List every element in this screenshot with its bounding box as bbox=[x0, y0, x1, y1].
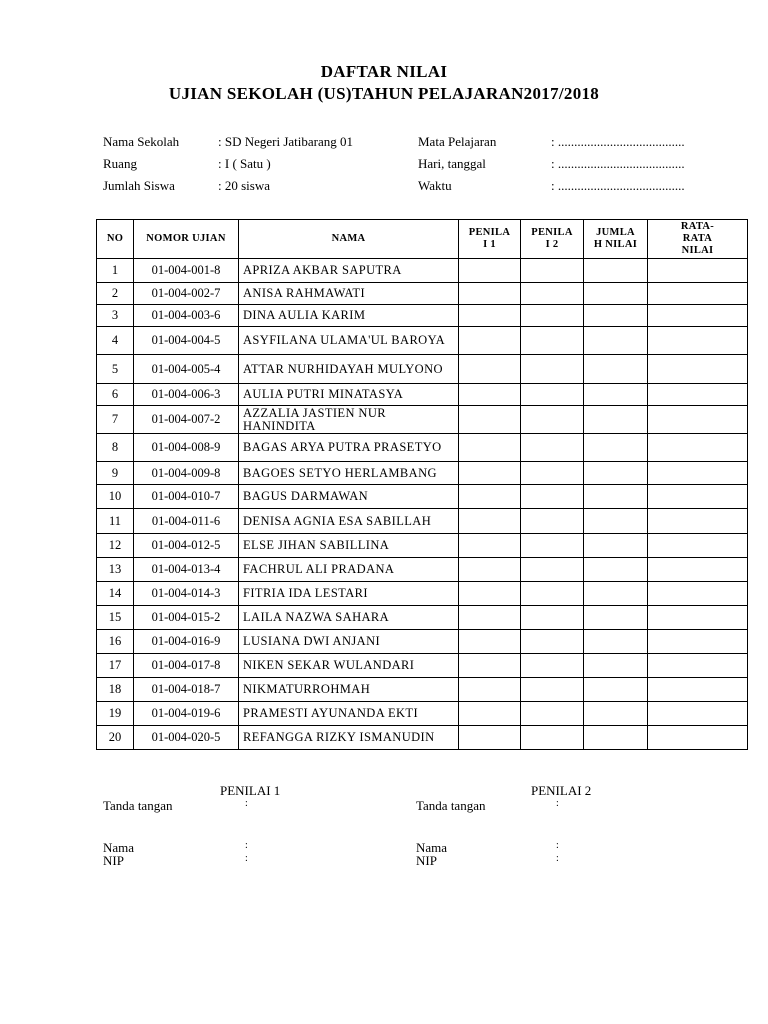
row-penilai-1-score bbox=[459, 384, 521, 406]
row-nomor-ujian: 01-004-011-6 bbox=[134, 509, 239, 534]
row-jumlah-nilai bbox=[584, 582, 648, 606]
header-nama: NAMA bbox=[239, 220, 459, 259]
row-penilai-2-score bbox=[521, 283, 584, 305]
hari-tanggal-value: : ....................................... bbox=[551, 156, 685, 171]
row-rata-rata-nilai bbox=[648, 678, 748, 702]
row-nomor-ujian: 01-004-012-5 bbox=[134, 534, 239, 558]
row-nomor-ujian: 01-004-007-2 bbox=[134, 406, 239, 434]
row-penilai-1-score bbox=[459, 678, 521, 702]
row-rata-rata-nilai bbox=[648, 509, 748, 534]
row-penilai-2-score bbox=[521, 485, 584, 509]
row-jumlah-nilai bbox=[584, 327, 648, 355]
ruang-label: Ruang bbox=[103, 156, 137, 171]
table-row bbox=[97, 678, 748, 702]
row-nama: BAGAS ARYA PUTRA PRASETYO bbox=[239, 434, 459, 462]
row-no: 3 bbox=[97, 305, 134, 327]
row-penilai-2-score bbox=[521, 509, 584, 534]
row-penilai-2-score bbox=[521, 678, 584, 702]
penilai-2-tanda-tangan-colon: : bbox=[556, 798, 559, 809]
row-jumlah-nilai bbox=[584, 606, 648, 630]
row-nama: NIKEN SEKAR WULANDARI bbox=[239, 654, 459, 678]
row-rata-rata-nilai bbox=[648, 434, 748, 462]
row-jumlah-nilai bbox=[584, 702, 648, 726]
penilai-2-tanda-tangan-label: Tanda tangan bbox=[416, 798, 486, 813]
jumlah-siswa-label: Jumlah Siswa bbox=[103, 178, 175, 193]
row-no: 1 bbox=[97, 259, 134, 283]
table-row bbox=[97, 582, 748, 606]
table-row bbox=[97, 558, 748, 582]
row-rata-rata-nilai bbox=[648, 485, 748, 509]
row-nama: ELSE JIHAN SABILLINA bbox=[239, 534, 459, 558]
row-jumlah-nilai bbox=[584, 305, 648, 327]
penilai-2-nip-label: NIP bbox=[416, 853, 437, 868]
row-jumlah-nilai bbox=[584, 384, 648, 406]
row-rata-rata-nilai bbox=[648, 630, 748, 654]
nama-sekolah-label: Nama Sekolah bbox=[103, 134, 180, 149]
row-penilai-2-score bbox=[521, 462, 584, 485]
row-penilai-2-score bbox=[521, 434, 584, 462]
row-jumlah-nilai bbox=[584, 509, 648, 534]
row-nomor-ujian: 01-004-019-6 bbox=[134, 702, 239, 726]
waktu-label: Waktu bbox=[418, 178, 452, 193]
row-nama: ATTAR NURHIDAYAH MULYONO bbox=[239, 355, 459, 384]
row-nama: DENISA AGNIA ESA SABILLAH bbox=[239, 509, 459, 534]
row-penilai-1-score bbox=[459, 509, 521, 534]
row-nomor-ujian: 01-004-001-8 bbox=[134, 259, 239, 283]
row-nomor-ujian: 01-004-005-4 bbox=[134, 355, 239, 384]
row-penilai-1-score bbox=[459, 654, 521, 678]
row-nomor-ujian: 01-004-006-3 bbox=[134, 384, 239, 406]
row-nomor-ujian: 01-004-020-5 bbox=[134, 726, 239, 750]
table-row bbox=[97, 305, 748, 327]
row-no: 11 bbox=[97, 509, 134, 534]
row-no: 13 bbox=[97, 558, 134, 582]
row-rata-rata-nilai bbox=[648, 259, 748, 283]
row-nomor-ujian: 01-004-017-8 bbox=[134, 654, 239, 678]
row-penilai-2-score bbox=[521, 702, 584, 726]
row-nomor-ujian: 01-004-002-7 bbox=[134, 283, 239, 305]
row-nama: BAGUS DARMAWAN bbox=[239, 485, 459, 509]
waktu-value: : ....................................... bbox=[551, 178, 685, 193]
table-row bbox=[97, 509, 748, 534]
penilai-2-nip-colon: : bbox=[556, 853, 559, 864]
penilai-1-nama-colon: : bbox=[245, 840, 248, 851]
table-row bbox=[97, 630, 748, 654]
row-penilai-2-score bbox=[521, 406, 584, 434]
row-no: 20 bbox=[97, 726, 134, 750]
row-rata-rata-nilai bbox=[648, 305, 748, 327]
row-nama: REFANGGA RIZKY ISMANUDIN bbox=[239, 726, 459, 750]
row-rata-rata-nilai bbox=[648, 327, 748, 355]
row-jumlah-nilai bbox=[584, 283, 648, 305]
row-penilai-1-score bbox=[459, 558, 521, 582]
row-penilai-2-score bbox=[521, 534, 584, 558]
row-no: 14 bbox=[97, 582, 134, 606]
row-nama: ASYFILANA ULAMA'UL BAROYA bbox=[239, 327, 459, 355]
penilai-1-tanda-tangan-label: Tanda tangan bbox=[103, 798, 173, 813]
row-no: 8 bbox=[97, 434, 134, 462]
row-penilai-1-score bbox=[459, 630, 521, 654]
row-nomor-ujian: 01-004-004-5 bbox=[134, 327, 239, 355]
table-row bbox=[97, 327, 748, 355]
row-nomor-ujian: 01-004-016-9 bbox=[134, 630, 239, 654]
row-no: 17 bbox=[97, 654, 134, 678]
row-nama: LUSIANA DWI ANJANI bbox=[239, 630, 459, 654]
row-penilai-1-score bbox=[459, 582, 521, 606]
row-no: 9 bbox=[97, 462, 134, 485]
document-title: DAFTAR NILAI bbox=[320, 62, 448, 81]
row-penilai-2-score bbox=[521, 305, 584, 327]
row-rata-rata-nilai bbox=[648, 534, 748, 558]
row-nama: LAILA NAZWA SAHARA bbox=[239, 606, 459, 630]
penilai-2-nama-label: Nama bbox=[416, 840, 448, 855]
row-nomor-ujian: 01-004-009-8 bbox=[134, 462, 239, 485]
row-penilai-2-score bbox=[521, 355, 584, 384]
row-no: 18 bbox=[97, 678, 134, 702]
row-no: 15 bbox=[97, 606, 134, 630]
hari-tanggal-label: Hari, tanggal bbox=[418, 156, 486, 171]
row-nama: BAGOES SETYO HERLAMBANG bbox=[239, 462, 459, 485]
row-penilai-2-score bbox=[521, 630, 584, 654]
table-header-row bbox=[97, 220, 748, 259]
row-penilai-1-score bbox=[459, 305, 521, 327]
table-row bbox=[97, 434, 748, 462]
row-penilai-2-score bbox=[521, 384, 584, 406]
penilai-1-nip-colon: : bbox=[245, 853, 248, 864]
row-nama: FACHRUL ALI PRADANA bbox=[239, 558, 459, 582]
ruang-value: : I ( Satu ) bbox=[218, 156, 271, 171]
row-penilai-1-score bbox=[459, 606, 521, 630]
nama-sekolah-value: : SD Negeri Jatibarang 01 bbox=[218, 134, 354, 149]
mata-pelajaran-label: Mata Pelajaran bbox=[418, 134, 497, 149]
table-row bbox=[97, 384, 748, 406]
row-rata-rata-nilai bbox=[648, 654, 748, 678]
row-rata-rata-nilai bbox=[648, 606, 748, 630]
row-jumlah-nilai bbox=[584, 534, 648, 558]
penilai-2-title: PENILAI 2 bbox=[531, 783, 592, 798]
row-nama: NIKMATURROHMAH bbox=[239, 678, 459, 702]
row-penilai-1-score bbox=[459, 327, 521, 355]
table-row bbox=[97, 406, 748, 434]
row-no: 16 bbox=[97, 630, 134, 654]
row-nama: PRAMESTI AYUNANDA EKTI bbox=[239, 702, 459, 726]
row-penilai-1-score bbox=[459, 462, 521, 485]
table-row bbox=[97, 702, 748, 726]
penilai-1-nip-label: NIP bbox=[103, 853, 124, 868]
row-nama: ANISA RAHMAWATI bbox=[239, 283, 459, 305]
header-jumlah-nilai: JUMLA H NILAI bbox=[584, 220, 648, 259]
table-row bbox=[97, 654, 748, 678]
penilai-2-nama-colon: : bbox=[556, 840, 559, 851]
row-jumlah-nilai bbox=[584, 558, 648, 582]
table-row bbox=[97, 534, 748, 558]
row-nama: DINA AULIA KARIM bbox=[239, 305, 459, 327]
header-rata-rata-nilai: RATA- RATA NILAI bbox=[648, 220, 748, 259]
row-rata-rata-nilai bbox=[648, 355, 748, 384]
row-penilai-1-score bbox=[459, 283, 521, 305]
row-jumlah-nilai bbox=[584, 462, 648, 485]
row-penilai-2-score bbox=[521, 654, 584, 678]
row-no: 10 bbox=[97, 485, 134, 509]
row-penilai-2-score bbox=[521, 259, 584, 283]
grades-body bbox=[97, 259, 748, 750]
row-penilai-2-score bbox=[521, 327, 584, 355]
row-penilai-1-score bbox=[459, 534, 521, 558]
row-jumlah-nilai bbox=[584, 654, 648, 678]
row-nomor-ujian: 01-004-013-4 bbox=[134, 558, 239, 582]
penilai-1-tanda-tangan-colon: : bbox=[245, 798, 248, 809]
row-nama: FITRIA IDA LESTARI bbox=[239, 582, 459, 606]
row-no: 19 bbox=[97, 702, 134, 726]
row-penilai-1-score bbox=[459, 434, 521, 462]
row-jumlah-nilai bbox=[584, 355, 648, 384]
row-jumlah-nilai bbox=[584, 726, 648, 750]
row-rata-rata-nilai bbox=[648, 406, 748, 434]
table-row bbox=[97, 283, 748, 305]
header-no: NO bbox=[97, 220, 134, 259]
header-penilai-2: PENILA I 2 bbox=[521, 220, 584, 259]
header-penilai-1: PENILA I 1 bbox=[459, 220, 521, 259]
row-no: 4 bbox=[97, 327, 134, 355]
row-penilai-1-score bbox=[459, 485, 521, 509]
row-nomor-ujian: 01-004-014-3 bbox=[134, 582, 239, 606]
row-no: 6 bbox=[97, 384, 134, 406]
row-nama: APRIZA AKBAR SAPUTRA bbox=[239, 259, 459, 283]
row-penilai-2-score bbox=[521, 558, 584, 582]
penilai-1-title: PENILAI 1 bbox=[220, 783, 281, 798]
row-penilai-2-score bbox=[521, 582, 584, 606]
row-penilai-2-score bbox=[521, 606, 584, 630]
row-rata-rata-nilai bbox=[648, 558, 748, 582]
row-no: 7 bbox=[97, 406, 134, 434]
row-jumlah-nilai bbox=[584, 630, 648, 654]
table-row bbox=[97, 485, 748, 509]
row-jumlah-nilai bbox=[584, 678, 648, 702]
row-no: 2 bbox=[97, 283, 134, 305]
row-penilai-1-score bbox=[459, 702, 521, 726]
row-nomor-ujian: 01-004-003-6 bbox=[134, 305, 239, 327]
row-rata-rata-nilai bbox=[648, 283, 748, 305]
row-penilai-2-score bbox=[521, 726, 584, 750]
row-jumlah-nilai bbox=[584, 406, 648, 434]
row-nama: AULIA PUTRI MINATASYA bbox=[239, 384, 459, 406]
row-nomor-ujian: 01-004-008-9 bbox=[134, 434, 239, 462]
penilai-1-nama-label: Nama bbox=[103, 840, 135, 855]
row-penilai-1-score bbox=[459, 355, 521, 384]
row-no: 12 bbox=[97, 534, 134, 558]
grades-table bbox=[96, 219, 748, 750]
row-nomor-ujian: 01-004-015-2 bbox=[134, 606, 239, 630]
table-row bbox=[97, 259, 748, 283]
row-nomor-ujian: 01-004-010-7 bbox=[134, 485, 239, 509]
jumlah-siswa-value: : 20 siswa bbox=[218, 178, 270, 193]
row-rata-rata-nilai bbox=[648, 726, 748, 750]
row-rata-rata-nilai bbox=[648, 384, 748, 406]
header-nomor-ujian: NOMOR UJIAN bbox=[134, 220, 239, 259]
row-penilai-1-score bbox=[459, 259, 521, 283]
table-row bbox=[97, 606, 748, 630]
row-rata-rata-nilai bbox=[648, 702, 748, 726]
row-rata-rata-nilai bbox=[648, 462, 748, 485]
row-nama: AZZALIA JASTIEN NUR HANINDITA bbox=[239, 406, 459, 434]
mata-pelajaran-value: : ....................................... bbox=[551, 134, 685, 149]
row-nomor-ujian: 01-004-018-7 bbox=[134, 678, 239, 702]
document-subtitle: UJIAN SEKOLAH (US)TAHUN PELAJARAN2017/2018 bbox=[168, 84, 600, 103]
row-jumlah-nilai bbox=[584, 259, 648, 283]
table-row bbox=[97, 462, 748, 485]
row-no: 5 bbox=[97, 355, 134, 384]
table-row bbox=[97, 726, 748, 750]
row-jumlah-nilai bbox=[584, 485, 648, 509]
table-row bbox=[97, 355, 748, 384]
row-penilai-1-score bbox=[459, 406, 521, 434]
row-penilai-1-score bbox=[459, 726, 521, 750]
row-rata-rata-nilai bbox=[648, 582, 748, 606]
row-jumlah-nilai bbox=[584, 434, 648, 462]
